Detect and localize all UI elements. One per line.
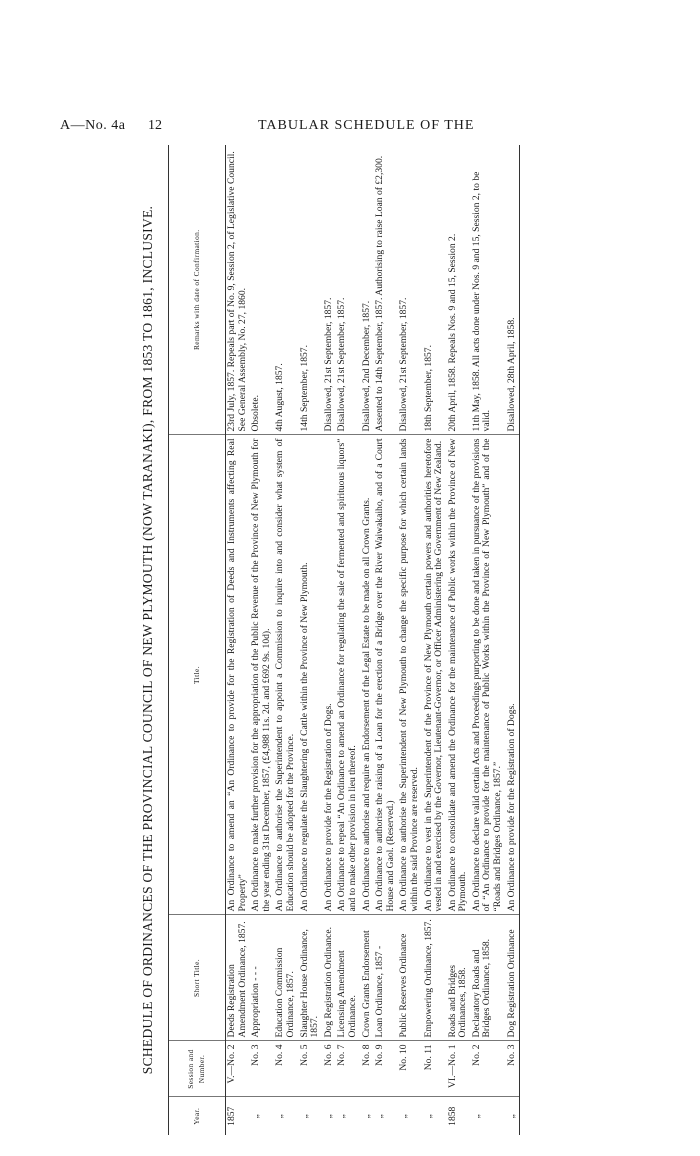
short-title-cell: Loan Ordinance, 1857 - (374, 915, 398, 1041)
short-title-cell: Empowering Ordinance, 1857. (423, 915, 447, 1041)
title-cell: An Ordinance to authorise and require an Endorsement of the Legal Estate to be made on all Crown Grants. (361, 435, 375, 915)
schedule-title: SCHEDULE OF ORDINANCES OF THE PROVINCIAL COUNCIL OF NEW PLYMOUTH (NOW TARANAKI), FROM 1853 TO 1861, INCLUSIVE. (140, 205, 155, 1075)
remarks-cell: 11th May, 1858. All acts done under Nos. 9 and 15, Session 2, to be valid. (471, 145, 506, 435)
title-cell: An Ordinance to consolidate and amend the Ordinance for the maintenance of Public works within the Province of New Plymouth. (447, 435, 471, 915)
document-reference: A—No. 4a (60, 118, 126, 133)
session-cell: No. 5 (299, 1041, 323, 1097)
table-row (299, 145, 323, 1135)
title-cell: An Ordinance to declare valid certain Acts and Proceedings purporting to be done and taken in pursuance of the provisions of “An Ordinance to provide for the maintenance of Public Works within the Province of New Plymouth” and of the “Roads and Bridges Ordinance, 1857.” (471, 435, 506, 915)
session-cell: VI.—No. 1 (447, 1041, 471, 1097)
page-header (0, 118, 700, 138)
title-cell: An Ordinance to authorise the Superintendent to appoint a Commission to inquire into and consider what system of Education should be adopted for the Province. (274, 435, 298, 915)
year-cell: 1858 (446, 1106, 458, 1126)
column-header-session: Session and Number. (169, 1041, 226, 1097)
title-cell: An Ordinance to regulate the Slaughtering of Cattle within the Province of New Plymouth. (299, 435, 323, 915)
title-cell: An Ordinance to authorise the raising of a Loan for the erection of a Bridge over the River Waiwakaiho, and of a Court House and Gaol. (Reserved.) (374, 435, 398, 915)
short-title-cell: Roads and Bridges Ordinances, 1858. (447, 915, 471, 1041)
session-cell: No. 11 (423, 1041, 447, 1097)
remarks-cell: 14th September, 1857. (299, 145, 323, 435)
remarks-cell: Disallowed, 21st September, 1857. (323, 145, 337, 435)
table-row (250, 145, 274, 1135)
title-cell: An Ordinance to provide for the Registration of Dogs. (506, 435, 520, 915)
remarks-cell: Disallowed, 28th April, 1858. (506, 145, 520, 435)
remarks-cell: Assented to 14th September, 1857. Authorising to raise Loan of £2,300. (374, 145, 398, 435)
column-header-remarks: Remarks with date of Confirmation. (169, 145, 226, 435)
table-row (471, 145, 506, 1135)
remarks-cell: 4th August, 1857. (274, 145, 298, 435)
year-cell: „ (398, 1114, 410, 1119)
title-cell: An Ordinance to vest in the Superintendent of the Province of New Plymouth certain powers and authorities heretofore vested in and exercised by the Governor, Lieutenant-Governor, or Officer Administering the Government of New Zealand. (423, 435, 447, 915)
remarks-cell: Obsolete. (250, 145, 274, 435)
title-cell: An Ordinance to provide for the Registration of Dogs. (323, 435, 337, 915)
session-cell: No. 6 (323, 1041, 337, 1097)
session-cell: No. 2 (471, 1041, 506, 1097)
table-row (398, 145, 422, 1135)
remarks-cell: 20th April, 1858. Repeals Nos. 9 and 15, Session 2. (447, 145, 471, 435)
year-cell: „ (298, 1114, 310, 1119)
table-row (274, 145, 298, 1135)
short-title-cell: Education Commission Ordinance, 1857. (274, 915, 298, 1041)
year-cell: „ (422, 1114, 434, 1119)
session-cell: No. 9 (374, 1041, 398, 1097)
short-title-cell: Appropriation - - - (250, 915, 274, 1041)
remarks-cell: 23rd July, 1857. Repeals part of No. 9, Session 2, of Legislative Council. See General Assembly, No. 27, 1860. (226, 145, 251, 435)
remarks-cell: 18th September, 1857. (423, 145, 447, 435)
table-row (423, 145, 447, 1135)
year-cell: „ (322, 1114, 334, 1119)
short-title-cell: Dog Registration Ordinance (506, 915, 520, 1041)
table-header-row (169, 145, 226, 1135)
session-cell: No. 8 (361, 1041, 375, 1097)
table-row (447, 145, 471, 1135)
table-row (323, 145, 337, 1135)
short-title-cell: Slaughter House Ordinance, 1857. (299, 915, 323, 1041)
table-row (361, 145, 375, 1135)
short-title-cell: Declaratory Roads and Bridges Ordinance, 1858. (471, 915, 506, 1041)
year-cell: 1857 (226, 1106, 237, 1126)
session-cell: No. 7 (336, 1041, 360, 1097)
short-title-cell: Deeds Registration Amendment Ordinance, 1857. (226, 915, 251, 1041)
short-title-cell: Crown Grants Endorsement (361, 915, 375, 1041)
remarks-cell: Disallowed, 2nd December, 1857. (361, 145, 375, 435)
year-cell: „ (250, 1114, 262, 1119)
year-cell: „ (374, 1114, 386, 1119)
column-header-title: Title. (169, 435, 226, 915)
short-title-cell: Licensing Amendment Ordinance. (336, 915, 360, 1041)
table-row (506, 145, 520, 1135)
year-cell: „ (274, 1114, 286, 1119)
title-cell: An Ordinance to repeal “An Ordinance to amend an Ordinance for regulating the sale of fermented and spirituous liquors” and to make other provision in lieu thereof. (336, 435, 360, 915)
column-header-short-title: Short Title. (169, 915, 226, 1041)
title-cell: An Ordinance to authorise the Superintendent of New Plymouth to change the specific purpose for which certain lands within the said Province are reserved. (398, 435, 422, 915)
running-title: TABULAR SCHEDULE OF THE (258, 118, 475, 133)
short-title-cell: Public Reserves Ordinance (398, 915, 422, 1041)
session-cell: No. 10 (398, 1041, 422, 1097)
ordinance-table (168, 145, 520, 1135)
year-cell: „ (360, 1114, 372, 1119)
year-cell: „ (470, 1114, 482, 1119)
short-title-cell: Dog Registration Ordinance. (323, 915, 337, 1041)
title-cell: An Ordinance to make further provision for the appropriation of the Public Revenue of the Province of New Plymouth for the year ending 31st December, 1857, (£4,988 11s. 2d. and £692 9s. 10d). (250, 435, 274, 915)
table-row (226, 145, 251, 1135)
year-cell: „ (506, 1097, 520, 1135)
page-number: 12 (148, 118, 162, 133)
session-cell: No. 3 (506, 1041, 520, 1097)
session-cell: V.—No. 2 (226, 1041, 251, 1097)
remarks-cell: Disallowed, 21st September, 1857. (336, 145, 360, 435)
table-row (374, 145, 398, 1135)
remarks-cell: Disallowed, 21st September, 1857. (398, 145, 422, 435)
title-cell: An Ordinance to amend an “An Ordinance to provide for the Registration of Deeds and Instruments affecting Real Property” (226, 435, 251, 915)
session-cell: No. 3 (250, 1041, 274, 1097)
year-cell: „ (336, 1114, 348, 1119)
table-row (336, 145, 360, 1135)
column-header-year: Year. (169, 1097, 226, 1135)
rotated-schedule (140, 145, 700, 1135)
session-cell: No. 4 (274, 1041, 298, 1097)
